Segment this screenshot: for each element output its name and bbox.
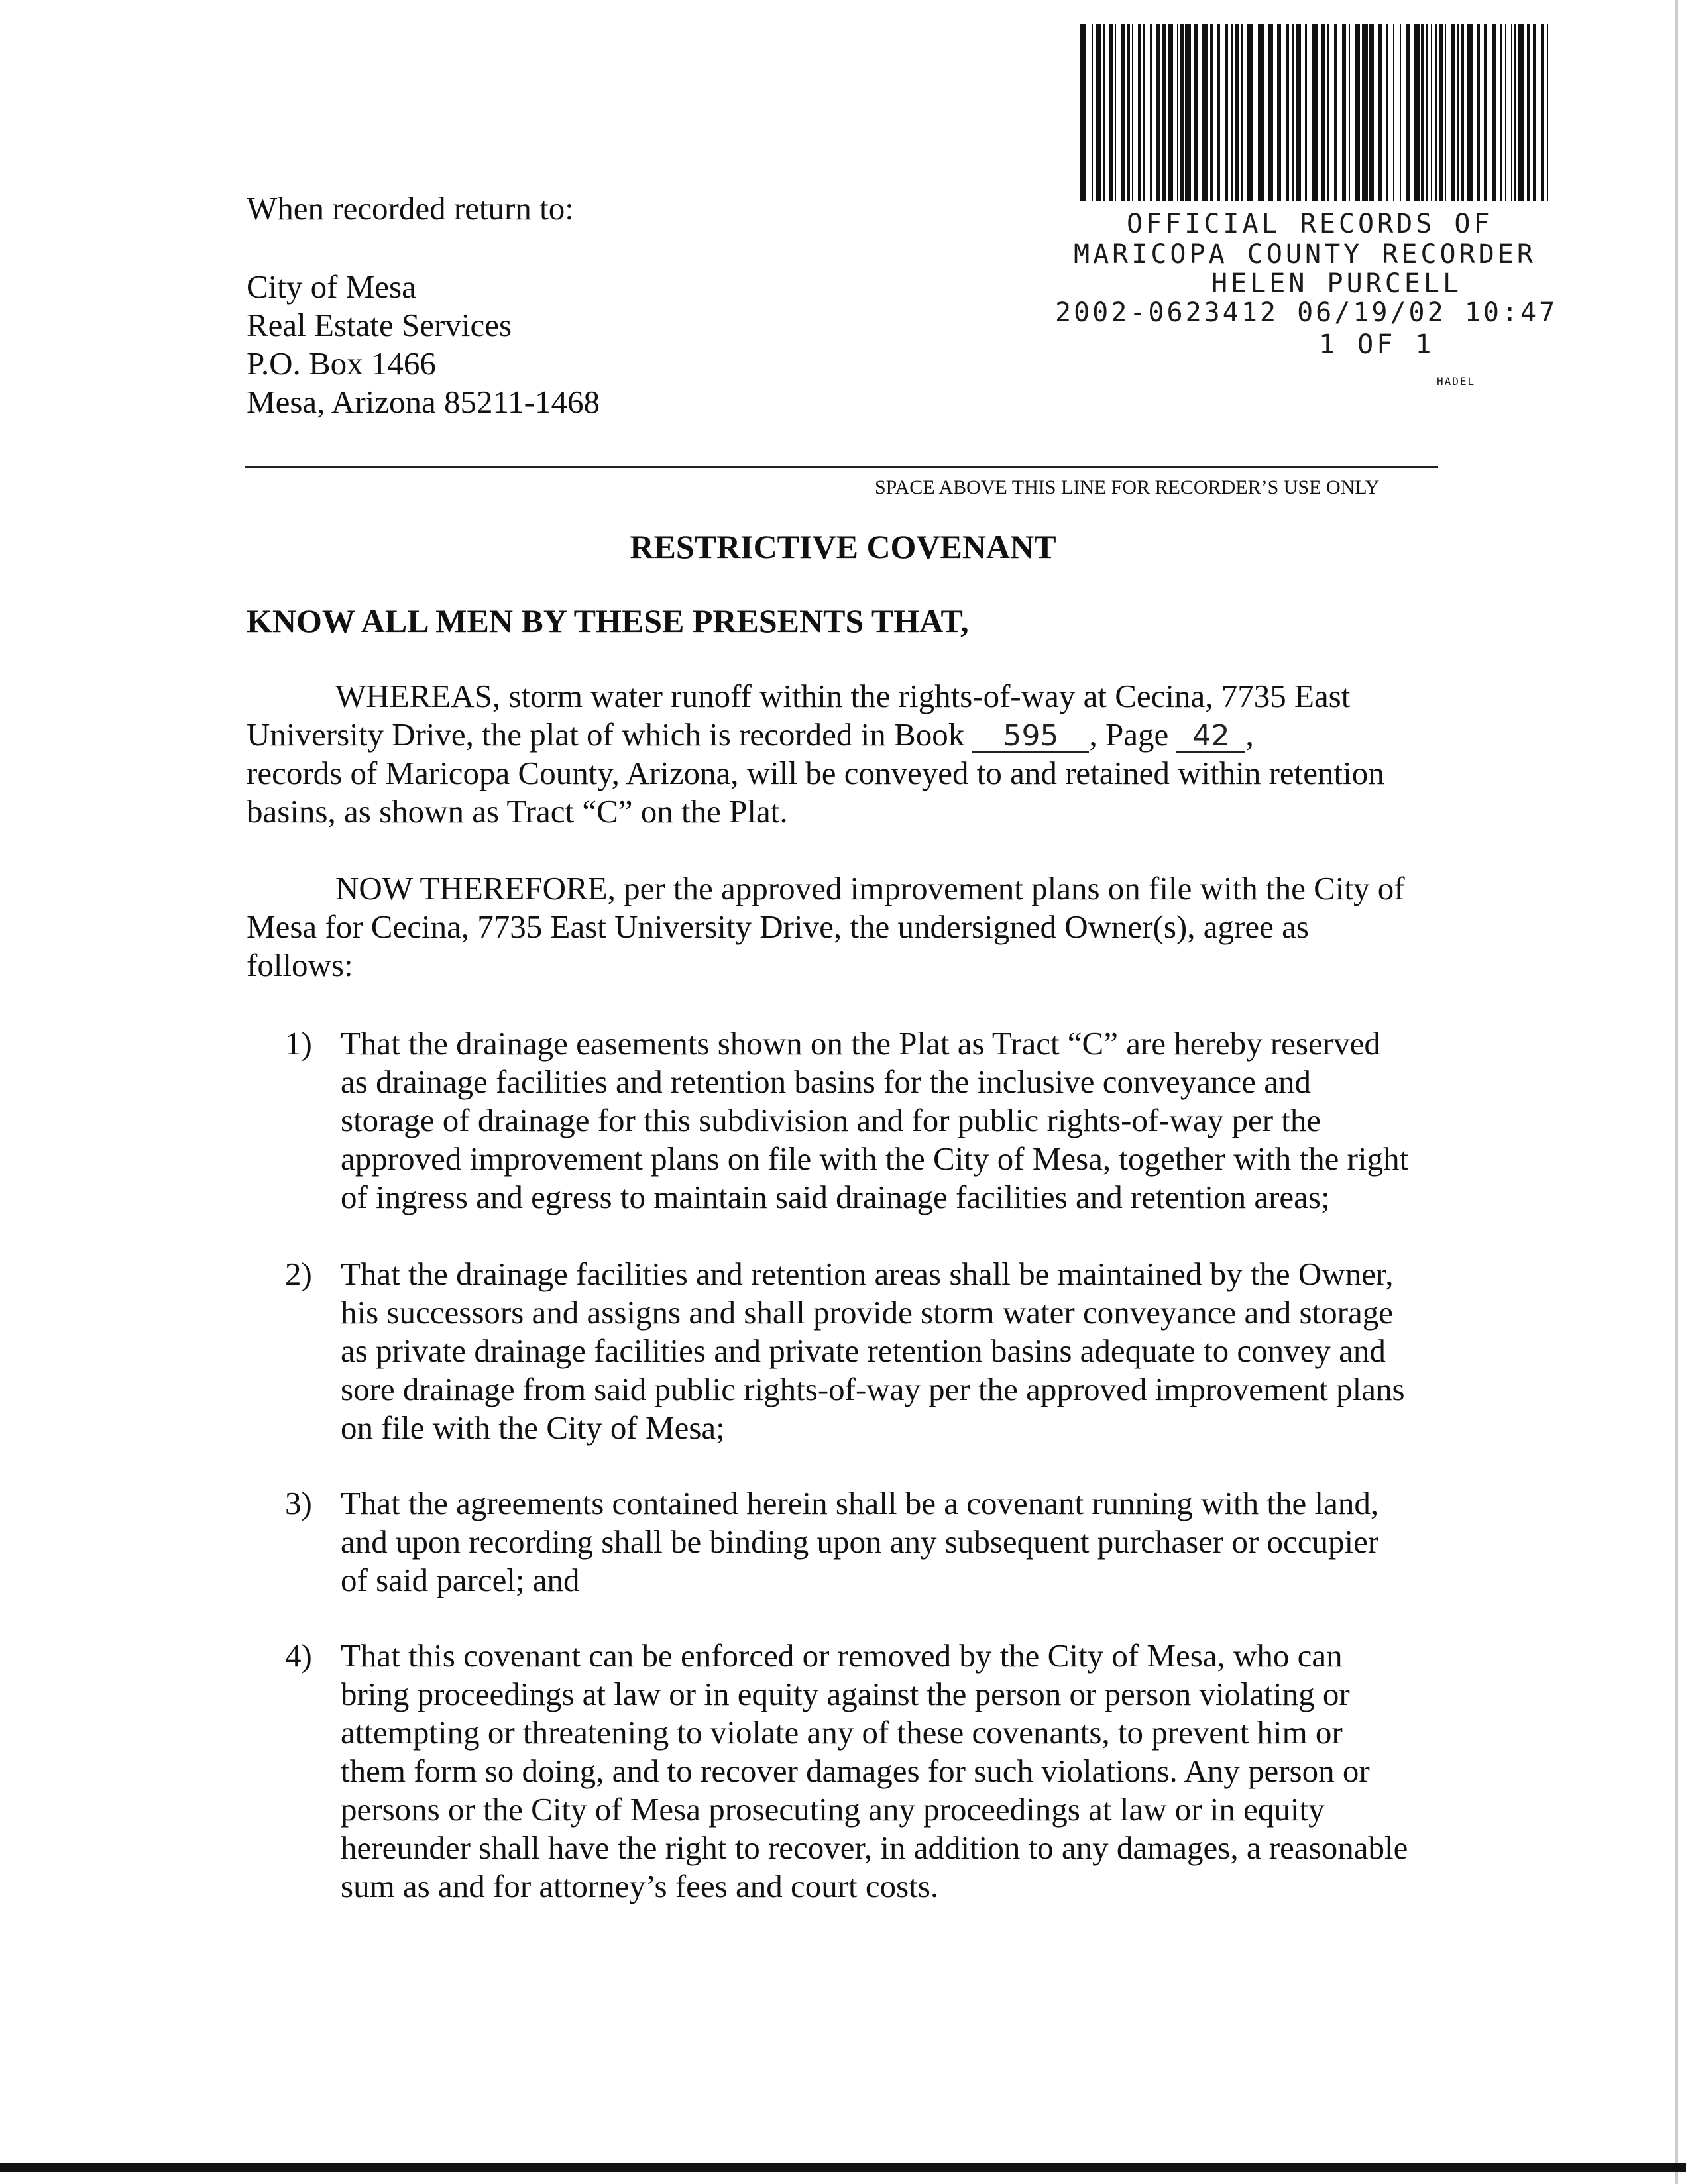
- item-line: as private drainage facilities and private retention basins adequate to convey and: [341, 1333, 1386, 1369]
- covenant-item-2: [285, 1255, 1465, 1447]
- scan-bottom-border: [0, 2163, 1686, 2172]
- barcode-bar: [1527, 24, 1530, 201]
- barcode-bar: [1168, 24, 1173, 201]
- barcode-bar: [1349, 24, 1350, 201]
- item-number: 4): [285, 1637, 312, 1674]
- now-therefore-line-3: follows:: [247, 947, 353, 983]
- whereas-page-prefix: , Page: [1089, 716, 1169, 753]
- barcode-bar: [1541, 24, 1544, 201]
- stamp-line-4: 2002-0623412 06/19/02 10:47: [1055, 298, 1558, 328]
- barcode-bar: [1231, 24, 1233, 201]
- barcode-bar: [1127, 24, 1130, 201]
- barcode-bar: [1202, 24, 1208, 201]
- barcode-bar: [1194, 24, 1198, 201]
- barcode-bar: [1225, 24, 1228, 201]
- document-title: RESTRICTIVE COVENANT: [630, 528, 1056, 565]
- now-therefore-line-1: NOW THEREFORE, per the approved improvement plans on file with the City of: [335, 870, 1405, 906]
- barcode-bar: [1235, 24, 1239, 201]
- barcode-bar: [1533, 24, 1536, 201]
- return-address-line-3: P.O. Box 1466: [247, 345, 436, 382]
- book-number-field: 595: [972, 722, 1089, 753]
- barcode-bar: [1431, 24, 1432, 201]
- stamp-line-5: 1 OF 1: [1319, 329, 1435, 360]
- barcode-bar: [1247, 24, 1253, 201]
- item-line: That the drainage facilities and retention areas shall be maintained by the Owner,: [341, 1256, 1394, 1292]
- item-line: sore drainage from said public rights-of-way per the approved improvement plans: [341, 1371, 1405, 1407]
- barcode-bar: [1492, 24, 1496, 201]
- barcode-bar: [1312, 24, 1318, 201]
- item-line: That the agreements contained herein shall be a covenant running with the land,: [341, 1485, 1379, 1521]
- whereas-book-prefix: University Drive, the plat of which is recorded in Book: [247, 716, 965, 753]
- barcode-bar: [1518, 24, 1524, 201]
- barcode-bar: [1210, 24, 1213, 201]
- barcode-bar: [1342, 24, 1346, 201]
- whereas-page-suffix: ,: [1245, 716, 1254, 753]
- barcode-bar: [1505, 24, 1506, 201]
- recorder-divider: [245, 466, 1438, 468]
- barcode-bar: [1180, 24, 1184, 201]
- item-number: 3): [285, 1485, 312, 1521]
- stamp-clerk: HADEL: [1437, 375, 1476, 388]
- barcode-bar: [1334, 24, 1337, 201]
- barcode-bar: [1547, 24, 1548, 201]
- return-to-label: When recorded return to:: [247, 190, 574, 227]
- item-line: them form so doing, and to recover damages for such violations. Any person or: [341, 1753, 1370, 1789]
- barcode-bar: [1115, 24, 1116, 201]
- page-number-field: 42: [1176, 722, 1245, 753]
- barcode-bar: [1477, 24, 1480, 201]
- stamp-line-1: OFFICIAL RECORDS OF: [1127, 209, 1493, 239]
- barcode-bar: [1103, 24, 1105, 201]
- return-address-line-1: City of Mesa: [247, 268, 416, 305]
- barcode-bar: [1321, 24, 1325, 201]
- barcode-bar: [1435, 24, 1437, 201]
- whereas-line-2: [247, 716, 1453, 754]
- barcode-bar: [1132, 24, 1133, 201]
- barcode-bar: [1461, 24, 1464, 201]
- item-line: storage of drainage for this subdivision and for public rights-of-way per the: [341, 1102, 1321, 1138]
- scan-edge: [1675, 0, 1678, 2184]
- barcode-bar: [1451, 24, 1455, 201]
- barcode-bar: [1467, 24, 1473, 201]
- barcode-bar: [1511, 24, 1512, 201]
- item-line: of ingress and egress to maintain said drainage facilities and retention areas;: [341, 1179, 1330, 1215]
- whereas-line-1: WHEREAS, storm water runoff within the rights-of-way at Cecina, 7735 East: [335, 678, 1351, 714]
- item-line: persons or the City of Mesa prosecuting any proceedings at law or in equity: [341, 1791, 1325, 1828]
- barcode-bar: [1378, 24, 1382, 201]
- item-line: bring proceedings at law or in equity against the person or person violating or: [341, 1676, 1350, 1712]
- item-line: of said parcel; and: [341, 1562, 580, 1598]
- barcode-bar: [1162, 24, 1166, 201]
- barcode-bar: [1457, 24, 1459, 201]
- barcode-bar: [1268, 24, 1273, 201]
- barcode-bar: [1414, 24, 1420, 201]
- item-line: and upon recording shall be binding upon any subsequent purchaser or occupier: [341, 1523, 1379, 1560]
- barcode-bar: [1445, 24, 1446, 201]
- barcode-bar: [1241, 24, 1243, 201]
- item-text: [341, 1637, 1465, 1906]
- barcode-bar: [1500, 24, 1502, 201]
- item-number: 1): [285, 1025, 312, 1062]
- barcode-bar: [1217, 24, 1220, 201]
- document-heading: KNOW ALL MEN BY THESE PRESENTS THAT,: [247, 602, 969, 639]
- barcode-bar: [1393, 24, 1394, 201]
- barcode-bar: [1185, 24, 1191, 201]
- barcode-bar: [1258, 24, 1264, 201]
- stamp-line-2: MARICOPA COUNTY RECORDER: [1074, 239, 1536, 270]
- whereas-line-3: records of Maricopa County, Arizona, will be conveyed to and retained within retention: [247, 755, 1384, 791]
- item-line: hereunder shall have the right to recover, in addition to any damages, a reasonable: [341, 1829, 1408, 1866]
- return-address-line-2: Real Estate Services: [247, 307, 512, 343]
- barcode-bar: [1286, 24, 1289, 201]
- item-line: That this covenant can be enforced or removed by the City of Mesa, who can: [341, 1637, 1343, 1674]
- item-line: approved improvement plans on file with the City of Mesa, together with the right: [341, 1140, 1409, 1177]
- whereas-line-4: basins, as shown as Tract “C” on the Plat.: [247, 793, 788, 830]
- barcode-bar: [1292, 24, 1294, 201]
- barcode-bar: [1296, 24, 1301, 201]
- recording-barcode: [1078, 24, 1556, 201]
- item-line: his successors and assigns and shall provide storm water conveyance and storage: [341, 1294, 1393, 1331]
- item-line: as drainage facilities and retention basins for the inclusive conveyance and: [341, 1064, 1311, 1100]
- barcode-bar: [1109, 24, 1113, 201]
- item-number: 2): [285, 1256, 312, 1292]
- barcode-bar: [1426, 24, 1428, 201]
- barcode-bar: [1156, 24, 1160, 201]
- barcode-bar: [1138, 24, 1141, 201]
- barcode-bar: [1386, 24, 1388, 201]
- barcode-bar: [1080, 24, 1086, 201]
- barcode-bar: [1362, 24, 1368, 201]
- item-text: [341, 1484, 1465, 1600]
- barcode-bar: [1277, 24, 1281, 201]
- barcode-bar: [1514, 24, 1516, 201]
- barcode-bar: [1092, 24, 1093, 201]
- now-therefore-line-2: Mesa for Cecina, 7735 East University Drive, the undersigned Owner(s), agree as: [247, 908, 1309, 945]
- item-line: on file with the City of Mesa;: [341, 1409, 725, 1446]
- barcode-bar: [1355, 24, 1360, 201]
- barcode-bar: [1369, 24, 1374, 201]
- barcode-bar: [1406, 24, 1410, 201]
- now-therefore-paragraph: [247, 869, 1453, 985]
- whereas-paragraph: [247, 677, 1453, 831]
- item-line: That the drainage easements shown on the Plat as Tract “C” are hereby reserved: [341, 1025, 1380, 1062]
- item-line: attempting or threatening to violate any of these covenants, to prevent him or: [341, 1714, 1343, 1751]
- item-text: [341, 1024, 1465, 1217]
- barcode-bar: [1143, 24, 1145, 201]
- barcode-bar: [1439, 24, 1443, 201]
- barcode-bar: [1400, 24, 1401, 201]
- barcode-bar: [1121, 24, 1125, 201]
- barcode-bar: [1484, 24, 1487, 201]
- barcode-bar: [1305, 24, 1307, 201]
- item-text: [341, 1255, 1465, 1447]
- covenant-item-4: [285, 1637, 1465, 1906]
- barcode-bar: [1096, 24, 1101, 201]
- barcode-bar: [1150, 24, 1152, 201]
- covenant-item-3: [285, 1484, 1465, 1600]
- stamp-line-3: HELEN PURCELL: [1211, 268, 1463, 299]
- covenant-item-1: [285, 1024, 1465, 1217]
- barcode-bar: [1421, 24, 1424, 201]
- barcode-bar: [1327, 24, 1329, 201]
- return-address-line-4: Mesa, Arizona 85211-1468: [247, 384, 600, 420]
- recorder-use-note: SPACE ABOVE THIS LINE FOR RECORDER’S USE ONLY: [875, 476, 1380, 498]
- item-line: sum as and for attorney’s fees and court costs.: [341, 1868, 939, 1904]
- barcode-bar: [1177, 24, 1178, 201]
